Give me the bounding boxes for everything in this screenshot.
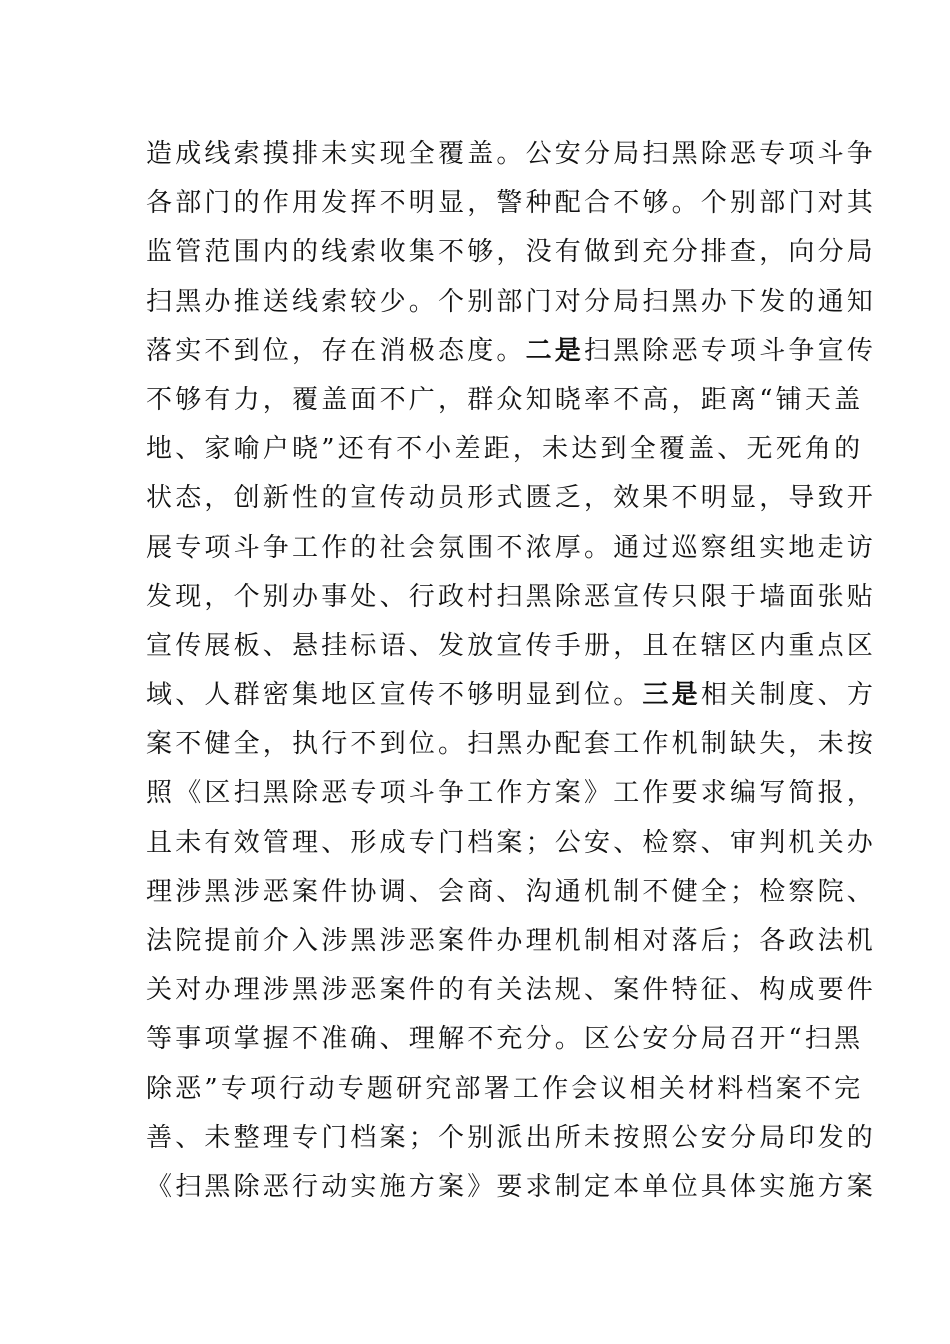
text-run: 域、人群密集地区宣传不够明显到位。 <box>146 680 643 711</box>
text-run: 宣传展板、悬挂标语、发放宣传手册，且在辖区内重点区 <box>146 630 877 661</box>
text-line-21 <box>146 1114 877 1163</box>
text-run: 且未有效管理、形成专门档案；公安、检察、审判机关办 <box>146 827 877 858</box>
emphasis-third-point: 三是 <box>642 680 701 711</box>
text-run: 展专项斗争工作的社会氛围不浓厚。通过巡察组实地走访 <box>146 532 877 563</box>
text-line-3 <box>146 228 877 277</box>
text-run: 案不健全，执行不到位。扫黑办配套工作机制缺失，未按 <box>146 729 877 760</box>
text-run: 善、未整理专门档案；个别派出所未按照公安分局印发的 <box>146 1122 877 1153</box>
text-run: 不够有力，覆盖面不广，群众知晓率不高，距离“铺天盖 <box>146 384 864 415</box>
text-line-7 <box>146 425 864 474</box>
text-line-1 <box>146 130 877 179</box>
text-run: 《扫黑除恶行动实施方案》要求制定本单位具体实施方案 <box>146 1171 877 1202</box>
text-line-6 <box>146 376 864 425</box>
text-line-14 <box>146 769 877 818</box>
text-run: 相关制度、方 <box>700 680 877 711</box>
text-line-8 <box>146 474 877 523</box>
text-line-15 <box>146 819 877 868</box>
text-run: 各部门的作用发挥不明显，警种配合不够。个别部门对其 <box>146 188 877 219</box>
document-body <box>146 130 877 1212</box>
text-run: 扫黑办推送线索较少。个别部门对分局扫黑办下发的通知 <box>146 286 877 317</box>
text-run: 扫黑除恶专项斗争宣传 <box>584 335 877 366</box>
text-run: 除恶”专项行动专题研究部署工作会议相关材料档案不完 <box>146 1073 864 1104</box>
text-run: 理涉黑涉恶案件协调、会商、沟通机制不健全；检察院、 <box>146 876 877 907</box>
text-run: 等事项掌握不准确、理解不充分。区公安分局召开“扫黑 <box>146 1024 864 1055</box>
text-run: 地、家喻户晓”还有不小差距，未达到全覆盖、无死角的 <box>146 434 864 465</box>
text-run: 发现，个别办事处、行政村扫黑除恶宣传只限于墙面张贴 <box>146 581 877 612</box>
text-line-11 <box>146 622 877 671</box>
text-line-16 <box>146 868 877 917</box>
text-line-20 <box>146 1065 864 1114</box>
emphasis-second-point: 二是 <box>525 335 585 366</box>
text-line-9 <box>146 524 877 573</box>
text-line-4 <box>146 278 877 327</box>
text-line-12 <box>146 671 877 720</box>
text-run: 法院提前介入涉黑涉恶案件办理机制相对落后；各政法机 <box>146 926 877 956</box>
text-run: 照《区扫黑除恶专项斗争工作方案》工作要求编写简报， <box>146 778 877 809</box>
text-line-2 <box>146 179 877 228</box>
text-line-22 <box>146 1163 877 1212</box>
text-line-18 <box>146 966 877 1015</box>
text-run: 落实不到位，存在消极态度。 <box>146 335 526 366</box>
text-run: 关对办理涉黑涉恶案件的有关法规、案件特征、构成要件 <box>146 975 877 1006</box>
text-line-19 <box>146 1015 864 1064</box>
text-run: 造成线索摸排未实现全覆盖。公安分局扫黑除恶专项斗争 <box>146 139 877 169</box>
text-line-10 <box>146 573 877 622</box>
text-run: 监管范围内的线索收集不够，没有做到充分排查，向分局 <box>146 237 877 268</box>
text-line-17 <box>146 917 877 966</box>
text-run: 状态，创新性的宣传动员形式匮乏，效果不明显，导致开 <box>146 483 877 514</box>
text-line-5 <box>146 327 877 376</box>
text-line-13 <box>146 720 877 769</box>
